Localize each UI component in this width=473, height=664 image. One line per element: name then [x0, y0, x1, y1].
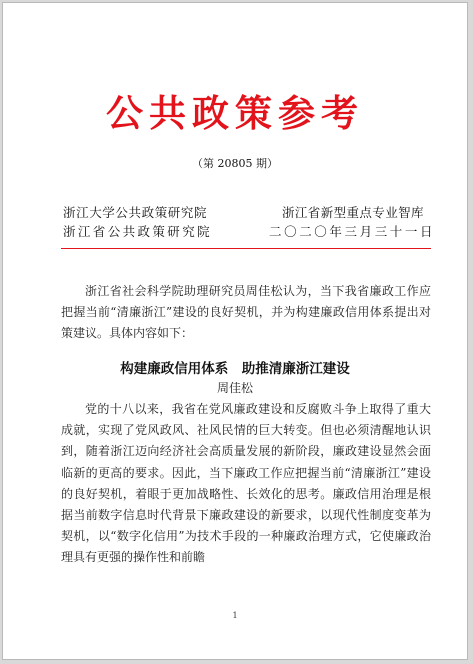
header-divider	[61, 248, 431, 249]
issue-number: （第 20805 期）	[192, 157, 278, 170]
article-title: 构建廉政信用体系 助推清廉浙江建设	[120, 361, 350, 377]
article-body: 党的十八以来，我省在党风廉政建设和反腐败斗争上取得了重大成就，实现了党风政风、社风民情的巨大转变。但也必须清醒地认识到，随着浙江迈向经济社会高质量发展的新阶段，廉政建设显然会面临新的更高的要求。因此，当下廉政工作应把握当前“清廉浙江”建设的良好契机，着眼于更加战略性、长效化的思考。廉政信用治理是根据当前数字信息时代背景下廉政建设的新要求，以现代性制度变革为契机，以“数字化信用”为技术手段的一种廉政治理方式，它使廉政治理具有更强的操作性和前瞻	[61, 402, 431, 565]
intro-paragraph: 浙江省社会科学院助理研究员周佳松认为，当下我省廉政工作应把握当前“清廉浙江”建设的良好契机，并为构建廉政信用体系提出对策建议。具体内容如下：	[61, 284, 431, 340]
right-org: 浙江省新型重点专业智库	[282, 205, 424, 220]
article-author: 周佳松	[216, 381, 253, 395]
masthead-title: 公共政策参考	[106, 91, 364, 135]
document-page	[2, 2, 468, 660]
left-org-1: 浙江大学公共政策研究院	[63, 205, 208, 220]
page-number: 1	[232, 611, 238, 620]
left-org-2: 浙江省公共政策研究院	[63, 224, 213, 239]
publish-date: 二〇二〇年三月三十一日	[269, 224, 436, 239]
